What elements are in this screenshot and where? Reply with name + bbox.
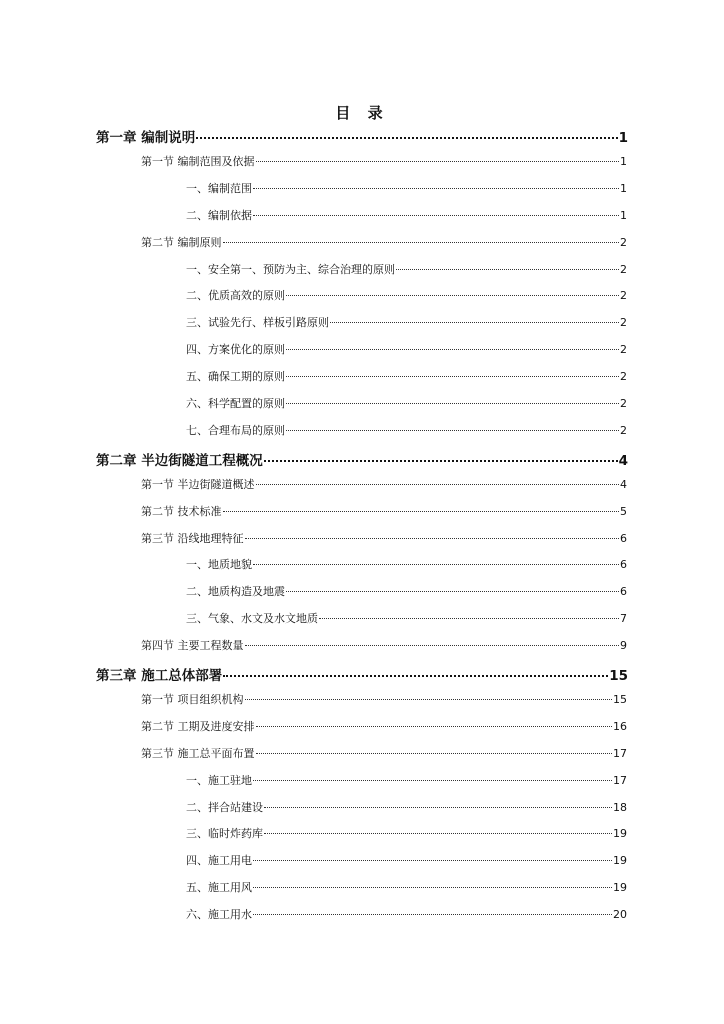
toc-page-number: 17 bbox=[613, 773, 627, 787]
toc-subsection-entry[interactable] bbox=[186, 368, 627, 388]
toc-leader-dots bbox=[223, 242, 620, 243]
toc-entry-label: 第二章 半边街隧道工程概况 bbox=[96, 452, 263, 469]
toc-page-number: 20 bbox=[613, 908, 627, 922]
toc-subsection-entry[interactable] bbox=[186, 341, 627, 361]
toc-page-number: 2 bbox=[620, 343, 627, 357]
toc-subsection-entry[interactable] bbox=[186, 852, 627, 872]
toc-subsection-entry[interactable] bbox=[186, 207, 627, 227]
toc-entry-label: 第一章 编制说明 bbox=[96, 130, 196, 146]
toc-entry-label: 五、施工用风 bbox=[186, 881, 252, 895]
toc-leader-dots bbox=[396, 269, 619, 270]
toc-leader-dots bbox=[264, 807, 612, 808]
toc-leader-dots bbox=[196, 137, 617, 139]
toc-section-entry[interactable] bbox=[141, 637, 627, 657]
toc-section-entry[interactable] bbox=[141, 503, 627, 523]
toc-leader-dots bbox=[245, 645, 620, 646]
toc-section-entry[interactable] bbox=[141, 530, 627, 550]
toc-page-number: 2 bbox=[620, 423, 627, 437]
toc-leader-dots bbox=[286, 430, 619, 431]
toc-leader-dots bbox=[253, 215, 619, 216]
toc-entry-label: 第三章 施工总体部署 bbox=[96, 668, 223, 684]
toc-leader-dots bbox=[286, 376, 619, 377]
toc-leader-dots bbox=[256, 753, 613, 754]
toc-page-number: 19 bbox=[613, 854, 627, 868]
toc-leader-dots bbox=[330, 322, 619, 323]
toc-subsection-entry[interactable] bbox=[186, 422, 627, 442]
toc-subsection-entry[interactable] bbox=[186, 261, 627, 281]
toc-page-number: 6 bbox=[620, 585, 627, 599]
toc-page-number: 17 bbox=[613, 746, 627, 760]
toc-page-number: 9 bbox=[620, 639, 627, 653]
toc-leader-dots bbox=[253, 188, 619, 189]
toc-entry-label: 一、地质地貌 bbox=[186, 558, 252, 572]
toc-section-entry[interactable] bbox=[141, 691, 627, 711]
toc-entry-label: 三、气象、水文及水文地质 bbox=[186, 612, 318, 626]
toc-leader-dots bbox=[245, 538, 620, 539]
toc-page-number: 6 bbox=[620, 558, 627, 572]
toc-entry-label: 二、优质高效的原则 bbox=[186, 289, 285, 303]
toc-page-number: 2 bbox=[620, 262, 627, 276]
toc-page-number: 7 bbox=[620, 612, 627, 626]
toc-leader-dots bbox=[256, 726, 613, 727]
toc-page-number: 19 bbox=[613, 881, 627, 895]
toc-entry-label: 第二节 技术标准 bbox=[141, 504, 222, 518]
toc-page-number: 19 bbox=[613, 827, 627, 841]
toc-entry-label: 一、编制范围 bbox=[186, 181, 252, 195]
toc-page-number: 1 bbox=[620, 154, 627, 168]
toc-entry-label: 七、合理布局的原则 bbox=[186, 423, 285, 437]
toc-leader-dots bbox=[264, 833, 612, 834]
toc-entry-label: 五、确保工期的原则 bbox=[186, 370, 285, 384]
toc-leader-dots bbox=[223, 511, 620, 512]
toc-entry-label: 四、施工用电 bbox=[186, 854, 252, 868]
toc-chapter-entry[interactable] bbox=[96, 449, 628, 469]
toc-chapter-entry[interactable] bbox=[96, 126, 628, 146]
toc-page-number: 4 bbox=[618, 452, 628, 469]
toc-subsection-entry[interactable] bbox=[186, 556, 627, 576]
toc-leader-dots bbox=[253, 887, 612, 888]
toc-leader-dots bbox=[256, 161, 620, 162]
toc-subsection-entry[interactable] bbox=[186, 772, 627, 792]
toc-entry-label: 第一节 项目组织机构 bbox=[141, 692, 244, 706]
toc-section-entry[interactable] bbox=[141, 745, 627, 765]
toc-entry-label: 第三节 施工总平面布置 bbox=[141, 746, 255, 760]
toc-leader-dots bbox=[253, 860, 612, 861]
toc-leader-dots bbox=[286, 295, 619, 296]
toc-page-number: 2 bbox=[620, 397, 627, 410]
toc-entry-label: 二、编制依据 bbox=[186, 208, 252, 222]
toc-page-number: 15 bbox=[609, 668, 628, 684]
toc-subsection-entry[interactable] bbox=[186, 314, 627, 334]
toc-entry-label: 一、安全第一、预防为主、综合治理的原则 bbox=[186, 262, 395, 276]
toc-subsection-entry[interactable] bbox=[186, 395, 627, 415]
toc-subsection-entry[interactable] bbox=[186, 879, 627, 899]
toc-section-entry[interactable] bbox=[141, 718, 627, 738]
toc-entry-label: 三、临时炸药库 bbox=[186, 827, 263, 841]
toc-entry-label: 第一节 半边街隧道概述 bbox=[141, 477, 255, 491]
toc-subsection-entry[interactable] bbox=[186, 610, 627, 630]
toc-page-number: 1 bbox=[620, 208, 627, 222]
toc-leader-dots bbox=[253, 780, 612, 781]
toc-entry-label: 四、方案优化的原则 bbox=[186, 343, 285, 357]
toc-entry-label: 一、施工驻地 bbox=[186, 773, 252, 787]
toc-entry-label: 第二节 工期及进度安排 bbox=[141, 719, 255, 733]
toc-leader-dots bbox=[286, 403, 619, 404]
toc-title: 目 录 bbox=[335, 104, 389, 122]
toc-leader-dots bbox=[286, 591, 619, 592]
toc-leader-dots bbox=[286, 349, 619, 350]
toc-leader-dots bbox=[253, 914, 612, 915]
toc-section-entry[interactable] bbox=[141, 234, 627, 254]
toc-subsection-entry[interactable] bbox=[186, 180, 627, 200]
toc-entry-label: 三、试验先行、样板引路原则 bbox=[186, 316, 329, 330]
toc-entry-label: 二、拌合站建设 bbox=[186, 800, 263, 814]
toc-page-number: 1 bbox=[620, 181, 627, 195]
toc-page-number: 15 bbox=[613, 692, 627, 706]
toc-leader-dots bbox=[245, 699, 613, 700]
toc-page-number: 16 bbox=[613, 719, 627, 733]
toc-leader-dots bbox=[253, 564, 619, 565]
toc-page-number: 2 bbox=[620, 289, 627, 303]
toc-entry-label: 六、科学配置的原则 bbox=[186, 397, 285, 410]
toc-subsection-entry[interactable] bbox=[186, 825, 627, 845]
toc-leader-dots bbox=[264, 460, 618, 462]
toc-entry-label: 第一节 编制范围及依据 bbox=[141, 154, 255, 168]
toc-subsection-entry[interactable] bbox=[186, 906, 627, 926]
toc-page-number: 2 bbox=[620, 316, 627, 330]
toc-chapter-entry[interactable] bbox=[96, 664, 628, 684]
toc-leader-dots bbox=[223, 675, 608, 677]
toc-subsection-entry[interactable] bbox=[186, 287, 627, 307]
toc-page-number: 2 bbox=[620, 370, 627, 384]
toc-section-entry[interactable] bbox=[141, 476, 627, 496]
toc-page-number: 2 bbox=[620, 235, 627, 249]
toc-entry-label: 第二节 编制原则 bbox=[141, 235, 222, 249]
toc-leader-dots bbox=[256, 484, 620, 485]
toc-subsection-entry[interactable] bbox=[186, 799, 627, 819]
toc-entry-label: 二、地质构造及地震 bbox=[186, 585, 285, 599]
toc-entry-label: 第四节 主要工程数量 bbox=[141, 639, 244, 653]
toc-subsection-entry[interactable] bbox=[186, 583, 627, 603]
toc-section-entry[interactable] bbox=[141, 153, 627, 173]
toc-page-number: 5 bbox=[620, 504, 627, 518]
toc-leader-dots bbox=[319, 618, 619, 619]
toc-page-number: 6 bbox=[620, 531, 627, 545]
toc-entry-label: 第三节 沿线地理特征 bbox=[141, 531, 244, 545]
toc-page-number: 18 bbox=[613, 800, 627, 814]
toc-entry-label: 六、施工用水 bbox=[186, 908, 252, 922]
toc-page-number: 1 bbox=[618, 130, 628, 146]
toc-page-number: 4 bbox=[620, 477, 627, 491]
